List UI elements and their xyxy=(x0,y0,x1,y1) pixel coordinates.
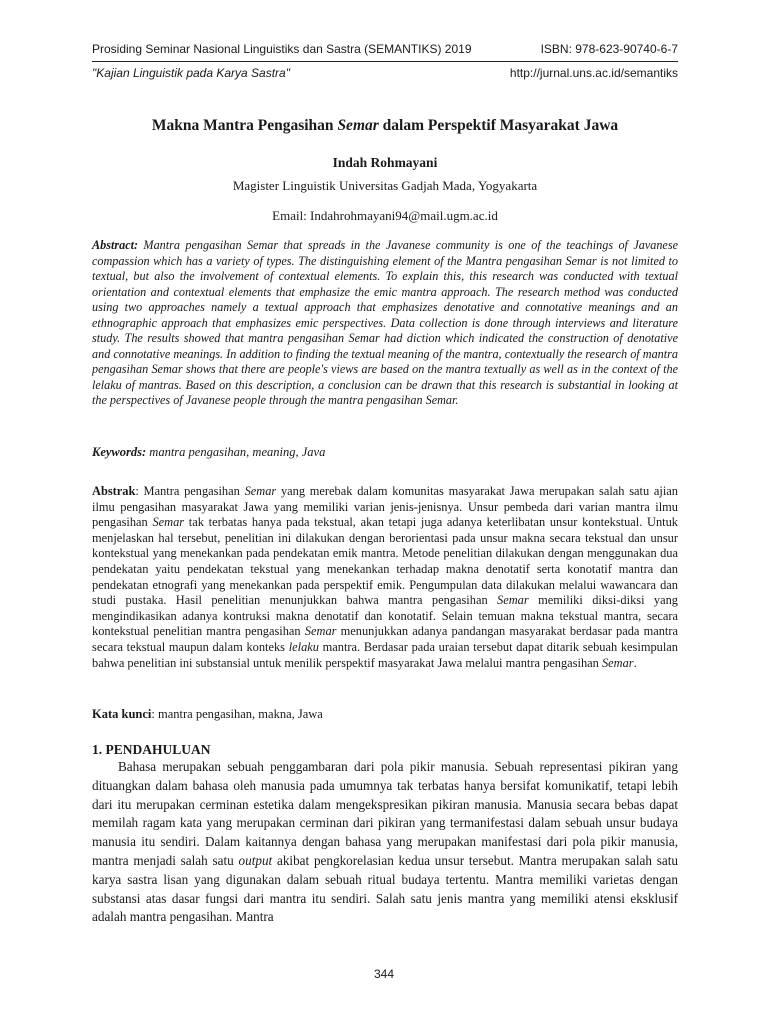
section-heading: 1. PENDAHULUAN xyxy=(92,742,211,757)
journal-url[interactable]: http://jurnal.uns.ac.id/semantiks xyxy=(509,66,678,80)
author-affiliation: Magister Linguistik Universitas Gadjah Mada, Yogyakarta xyxy=(232,178,538,193)
running-header-bottom xyxy=(92,66,678,80)
abstract-english: Abstract: Mantra pengasihan Semar that spreads in the Javanese community is one of the teachings of Javanese compassion which has a variety of types. The distinguishing element of the Mantra pengasihan Semar is not limited to textual, but also the involvement of contextual elements. To explain this, this research was conducted with textual orientation and contextual elements that emphasize the emic mantra approach. The research method was conducted using two approaches namely a textual approach that emphasizes denotative and connotative meanings and an ethnographic approach that emphasizes emic perspectives. Data collection is done through interviews and literature study. The results showed that mantra pengasihan Semar had diction which indicated the construction of denotative and connotative meanings. In addition to finding the textual meaning of the mantra, contextually the research of mantra pengasihan Semar shows that there are people's views are based on the mantra textually as well as in the context of the lelaku of mantras. Based on this description, a conclusion can be drawn that this research is substantial in looking at the perspectives of Javanese people through the mantra pengasihan Semar. xyxy=(92,238,678,407)
section-body: Bahasa merupakan sebuah penggambaran dari pola pikir manusia. Sebuah representasi pikiran yang dituangkan dalam bahasa oleh manusia pada umumnya tak terbatas hanya bersifat komunikatif, tetapi lebih dari itu merupakan cerminan estetika dalam mengekspresikan pikiran manusia. Manusia secara bebas dapat memilah ragam kata yang merupakan cerminan dari pikiran yang termanifestasi dalam sebuah unsur budaya manusia itu sendiri. Dalam kaitannya dengan bahasa yang merupakan manifestasi dari pola pikir manusia, mantra menjadi salah satu output akibat pengkorelasian kedua unsur tersebut. Mantra merupakan salah satu karya sastra lisan yang digunakan dalam sebuah ritual budaya tertentu. Mantra memiliki varietas dengan substansi atas dasar fungsi dari mantra itu sendiri. Salah satu jenis mantra yang memiliki atensi eksklusif adalah mantra pengasihan. Mantra xyxy=(92,759,678,925)
page-number: 344 xyxy=(373,967,395,981)
abstract-indonesian: Abstrak: Mantra pengasihan Semar yang merebak dalam komunitas masyarakat Jawa merupakan salah satu ajian ilmu pengasihan masyarakat Jawa yang memiliki varian jenis-jenisnya. Unsur pembeda dari varian mantra ilmu pengasihan Semar tak terbatas hanya pada tekstual, akan tetapi juga adanya keterlibatan unsur kontekstual. Untuk menjelaskan hal tersebut, penelitian ini dilakukan dengan berorientasi pada unsur makna secara tekstual dan unsur kontekstual yang menekankan pada pendekatan emik mantra. Metode penelitian dilakukan dengan menggunakan dua pendekatan yaitu pendekatan tekstual yang menekankan terhadap makna denotatif serta konotatif mantra dan pendekatan etnografi yang menekankan pada perspektif emik. Pengumpulan data dilakukan melalui wawancara dan studi pustaka. Hasil penelitian menunjukkan bahwa mantra pengasihan Semar memiliki diksi-diksi yang mengindikasikan adanya kontruksi makna denotatif dan konotatif. Selain temuan makna tekstual mantra, secara kontekstual penelitian mantra pengasihan Semar menunjukkan adanya pandangan masyarakat berdasar pada mantra secara tekstual maupun dalam konteks lelaku mantra. Berdasar pada uraian tersebut dapat ditarik sebuah kesimpulan bahwa penelitian ini substansial untuk menilik perspektif masyarakat Jawa melalui mantra pengasihan Semar. xyxy=(92,484,679,670)
paper-title: Makna Mantra Pengasihan Semar dalam Perspektif Masyarakat Jawa xyxy=(151,117,619,134)
author-email: Email: Indahrohmayani94@mail.ugm.ac.id xyxy=(272,208,498,223)
isbn: ISBN: 978-623-90740-6-7 xyxy=(540,42,678,56)
running-header-top xyxy=(92,42,678,56)
abstrak-label: Abstrak xyxy=(92,484,136,498)
abstract-label: Abstract: xyxy=(92,238,139,252)
seminar-theme: "Kajian Linguistik pada Karya Sastra" xyxy=(92,66,290,80)
keywords-english: Keywords: mantra pengasihan, meaning, Java xyxy=(92,445,326,459)
author-name: Indah Rohmayani xyxy=(332,155,438,170)
header-rule xyxy=(92,61,678,62)
keywords-indonesian: Kata kunci: mantra pengasihan, makna, Jawa xyxy=(92,707,323,721)
proceedings-name: Prosiding Seminar Nasional Linguistiks dan Sastra (SEMANTIKS) 2019 xyxy=(92,42,472,56)
